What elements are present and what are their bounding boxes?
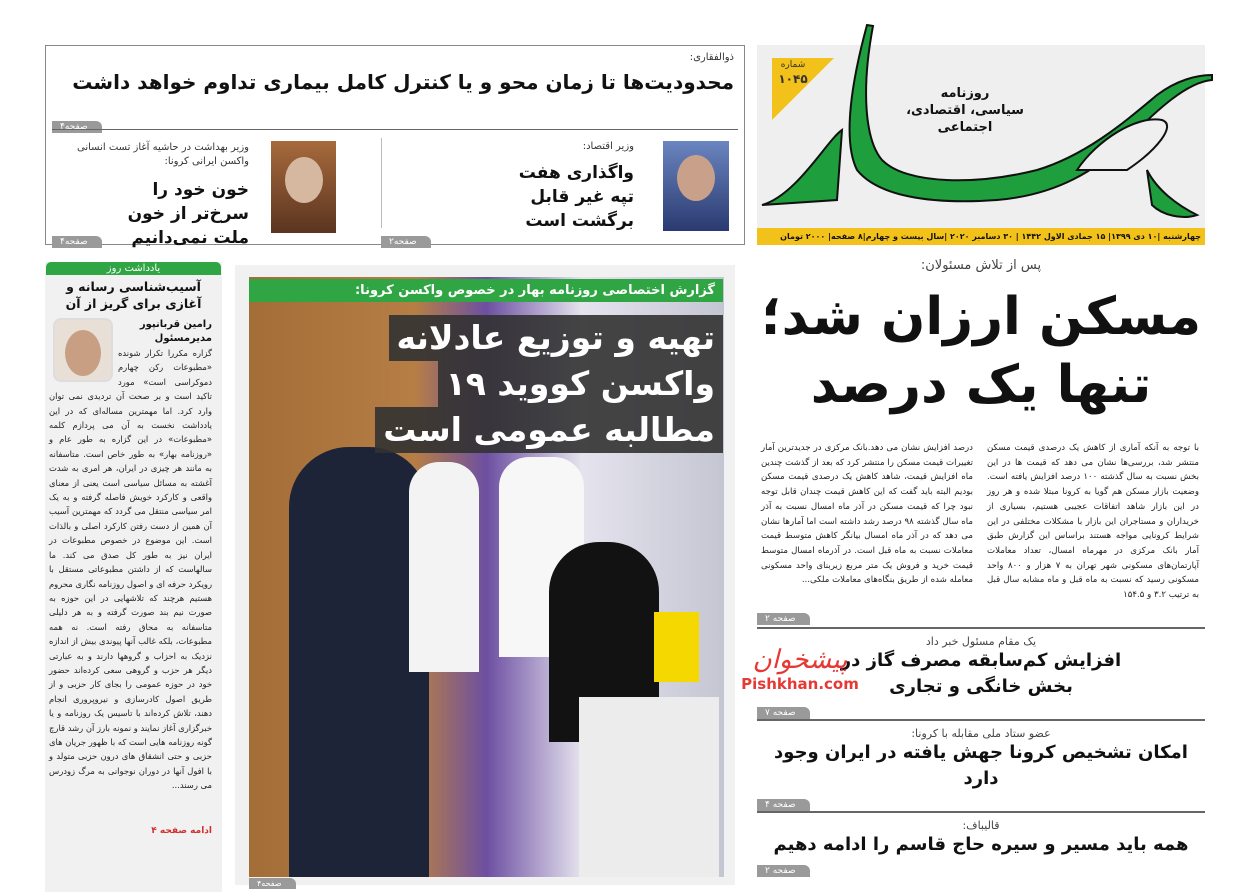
main-headline[interactable] [757, 283, 1205, 419]
body-column: درصد افزایش نشان می دهد.بانک مرکزی در جدیدترین آمار تغییرات قیمت مسکن را منتشر کرد که بعد از گذشت چندین ماه افزایش قیمت، شاهد کاهش یک درصدی قیمت مسکن بودیم البته باید گفت که این کاهش قیمت چندان قابل توجه نبود چرا که قیمت مسکن در آذر ماه امسال نسبت به آذر ماه سال گذشته ۹۸ درصد رشد داشته است اما آمارها نشان می دهد که در آذر ماه امسال بیانگر کاهش متوسط قیمت معاملات نسبت به ماه قبل است. در آذرماه امسال متوسط قیمت خرید و فروش یک متر مربع زیربنای واحد مسکونی معامله شده از طریق بنگاه‌های معاملات ملکی... [761, 443, 973, 586]
story-headline[interactable]: خون خود را سرخ‌تر از خون ملت نمی‌دانیم [127, 180, 249, 248]
photo-story [235, 265, 735, 888]
watermark-url: Pishkhan.com [741, 675, 859, 693]
story-headline[interactable]: افزایش کم‌سابقه مصرف گاز در بخش خانگی و تجاری [840, 649, 1122, 697]
body-column: با توجه به آنکه آماری از کاهش یک درصدی قیمت مسکن منتشر شد، بررسی‌ها نشان می دهد که قیمت ها در این بخش نسبت به سال گذشته ۱۰۰ درصد افزایش یافته است. وضعیت بازار مسکن هم گویا به کرونا مبتلا شده و هر روز در این بازار شاهد اتفاقات عجیبی هستیم، بسیاری از خریداران و مستاجران این بازار با مشکلات مختلفی در این شرایط کرونایی مواجه هستند براساس این گزارش طبق آمار بانک مرکزی در مهرماه امسال، تعداد معاملات آپارتمان‌های مسکونی شهر تهران به ۷ هزار و ۸۰۰ واحد مسکونی رسید که نسبت به ماه قبل و ماه مشابه سال قبل به ترتیب ۳.۲ و ۱۵۴.۵ [987, 443, 1199, 601]
page-ref[interactable]: صفحه ۲ [757, 613, 810, 625]
headline-line: تنها یک درصد [810, 355, 1152, 415]
issue-label: شماره [780, 60, 806, 70]
story-kicker: وزیر اقتصاد: [582, 141, 634, 152]
date-bar: چهارشنبه |۱۰ دی ۱۳۹۹| ۱۵ جمادی الاول ۱۴۴۲ | ۳۰ دسامبر ۲۰۲۰ |سال بیست و چهارم|۸ صفحه| ۲۰۰۰ تومان [757, 228, 1205, 245]
lead-headline[interactable]: محدودیت‌ها تا زمان محو و یا کنترل کامل بیماری تداوم خواهد داشت [72, 70, 734, 94]
story-kicker: عضو ستاد ملی مقابله با کرونا: [911, 726, 1051, 740]
story-kicker: وزیر بهداشت در حاشیه آغاز تست انسانی واکسن ایرانی کرونا: [77, 142, 249, 167]
page-ref[interactable]: صفحه۴ [52, 121, 102, 133]
page-ref[interactable]: صفحه۴ [52, 236, 102, 248]
continue-link[interactable]: ادامه صفحه ۴ [151, 826, 212, 836]
minister-photo [663, 141, 729, 231]
lead-kicker: ذوالفقاری: [689, 52, 734, 63]
story-headline[interactable]: امکان تشخیص کرونا جهش یافته در ایران وجود دارد [774, 741, 1188, 789]
page-ref[interactable]: صفحه ۴ [757, 799, 810, 811]
divider [757, 627, 1205, 629]
author-role: مدیرمسئول [154, 333, 212, 344]
headline-line: مطالبه عمومی است [375, 407, 723, 453]
photo-figure [409, 462, 479, 672]
author-photo [53, 318, 113, 382]
editorial-title[interactable]: آسیب‌شناسی رسانه و آغازی برای گریز از آن [65, 279, 202, 311]
photo-table [579, 697, 719, 877]
author-name: رامین قربانپور [139, 319, 212, 330]
page-ref[interactable]: صفحه۴ [249, 878, 296, 889]
watermark [740, 645, 860, 693]
photo-bin [654, 612, 699, 682]
editorial-body: گزاره مکررا تکرار شونده «مطبوعات رکن چهارم دموکراسی است» مورد تاکید است و بر صحت آن تردیدی نمی توان وارد کرد. اما مهمترین مساله‌ای که در این یادداشت نخست به آن می پردازم کلمه «مطبوعات» در این گزاره به طور عام و «روزنامه بهار» به طور خاص است. متاسفانه به مانند هر چیزی در ایران، هر امری به شدت آغشته به مسائل سیاسی است یعنی از معنای واقعی و کارکرد خویش فاصله گرفته و به یک امر سیاسی منتقل می گردد که مهمترین آسیب آن همین از دست رفتن کارکرد اصلی و بالذات است. این موضوع در خصوص مطبوعات در ایران نیز به طور کل صدق می کند. ما سالهاست که از داشتن مطبوعاتی مستقل با رویکرد حرفه ای و اصول روزنامه نگاری محروم هستیم هرچند که تلاشهایی در این حوزه به صورت نیم بند صورت گرفته و به هر دلیلی متاسفانه به محاق رفته است. نه همه مطبوعات، بلکه غالب آنها پیوندی بیش از اندازه نزدیک به احزاب و گروهها دارند و به عبارتی دیگر هر حزب و گروهی سعی کرده‌اند حضور خود در حوزه عمومی را بجای کار حزبی و از طریق اصول کادرسازی و نیروپروری انجام دهند، تلاش کرده‌اند با تاسیس یک روزنامه و یا خبرگزاری آغاز نمایند و نمونه بارز آن رشد قارچ گونه روزنامه هایی است که با ظهور جریان های حزبی و حتی انشقاق های درون حزبی متولد و با افول آنها در دوران نوجوانی به مرگ زودرس می رسند... [49, 348, 212, 791]
divider [52, 129, 738, 130]
headline-line: مسکن ارزان شد؛ [760, 287, 1202, 347]
editorial [45, 262, 222, 892]
story-kicker: قالیباف: [962, 818, 1000, 832]
section-label: یادداشت روز [46, 262, 221, 275]
main-kicker: پس از تلاش مسئولان: [920, 258, 1042, 273]
page-ref[interactable]: صفحه ۷ [757, 707, 810, 719]
minister-photo [271, 141, 336, 233]
photo-kicker: گزارش اختصاصی روزنامه بهار در خصوص واکسن کرونا: [249, 279, 723, 302]
photo-headline[interactable] [375, 315, 723, 453]
photo-figure [289, 447, 429, 877]
tagline-line: روزنامه [940, 86, 990, 101]
story-headline[interactable]: واگذاری هفت تپه غیر قابل برگشت است [518, 163, 634, 231]
divider [381, 138, 382, 228]
main-body [757, 441, 1205, 603]
headline-line: تهیه و توزیع عادلانه [389, 315, 724, 361]
watermark-text: پیشخوان [752, 645, 848, 675]
page-ref[interactable]: صفحه ۲ [757, 865, 810, 877]
story-headline[interactable]: همه باید مسیر و سیره حاج قاسم را ادامه دهیم [773, 833, 1189, 855]
divider [757, 719, 1205, 721]
story-kicker: یک مقام مسئول خبر داد [925, 634, 1037, 648]
tagline [900, 85, 1030, 136]
issue-number: ۱۰۴۵ [778, 72, 808, 86]
tagline-line: سیاسی، اقتصادی، اجتماعی [906, 103, 1024, 135]
top-stories-box [45, 45, 745, 248]
divider [757, 811, 1205, 813]
page-ref[interactable]: صفحه۲ [381, 236, 431, 248]
main-story [757, 255, 1205, 877]
headline-line: واکسن کووید ۱۹ [438, 361, 723, 407]
